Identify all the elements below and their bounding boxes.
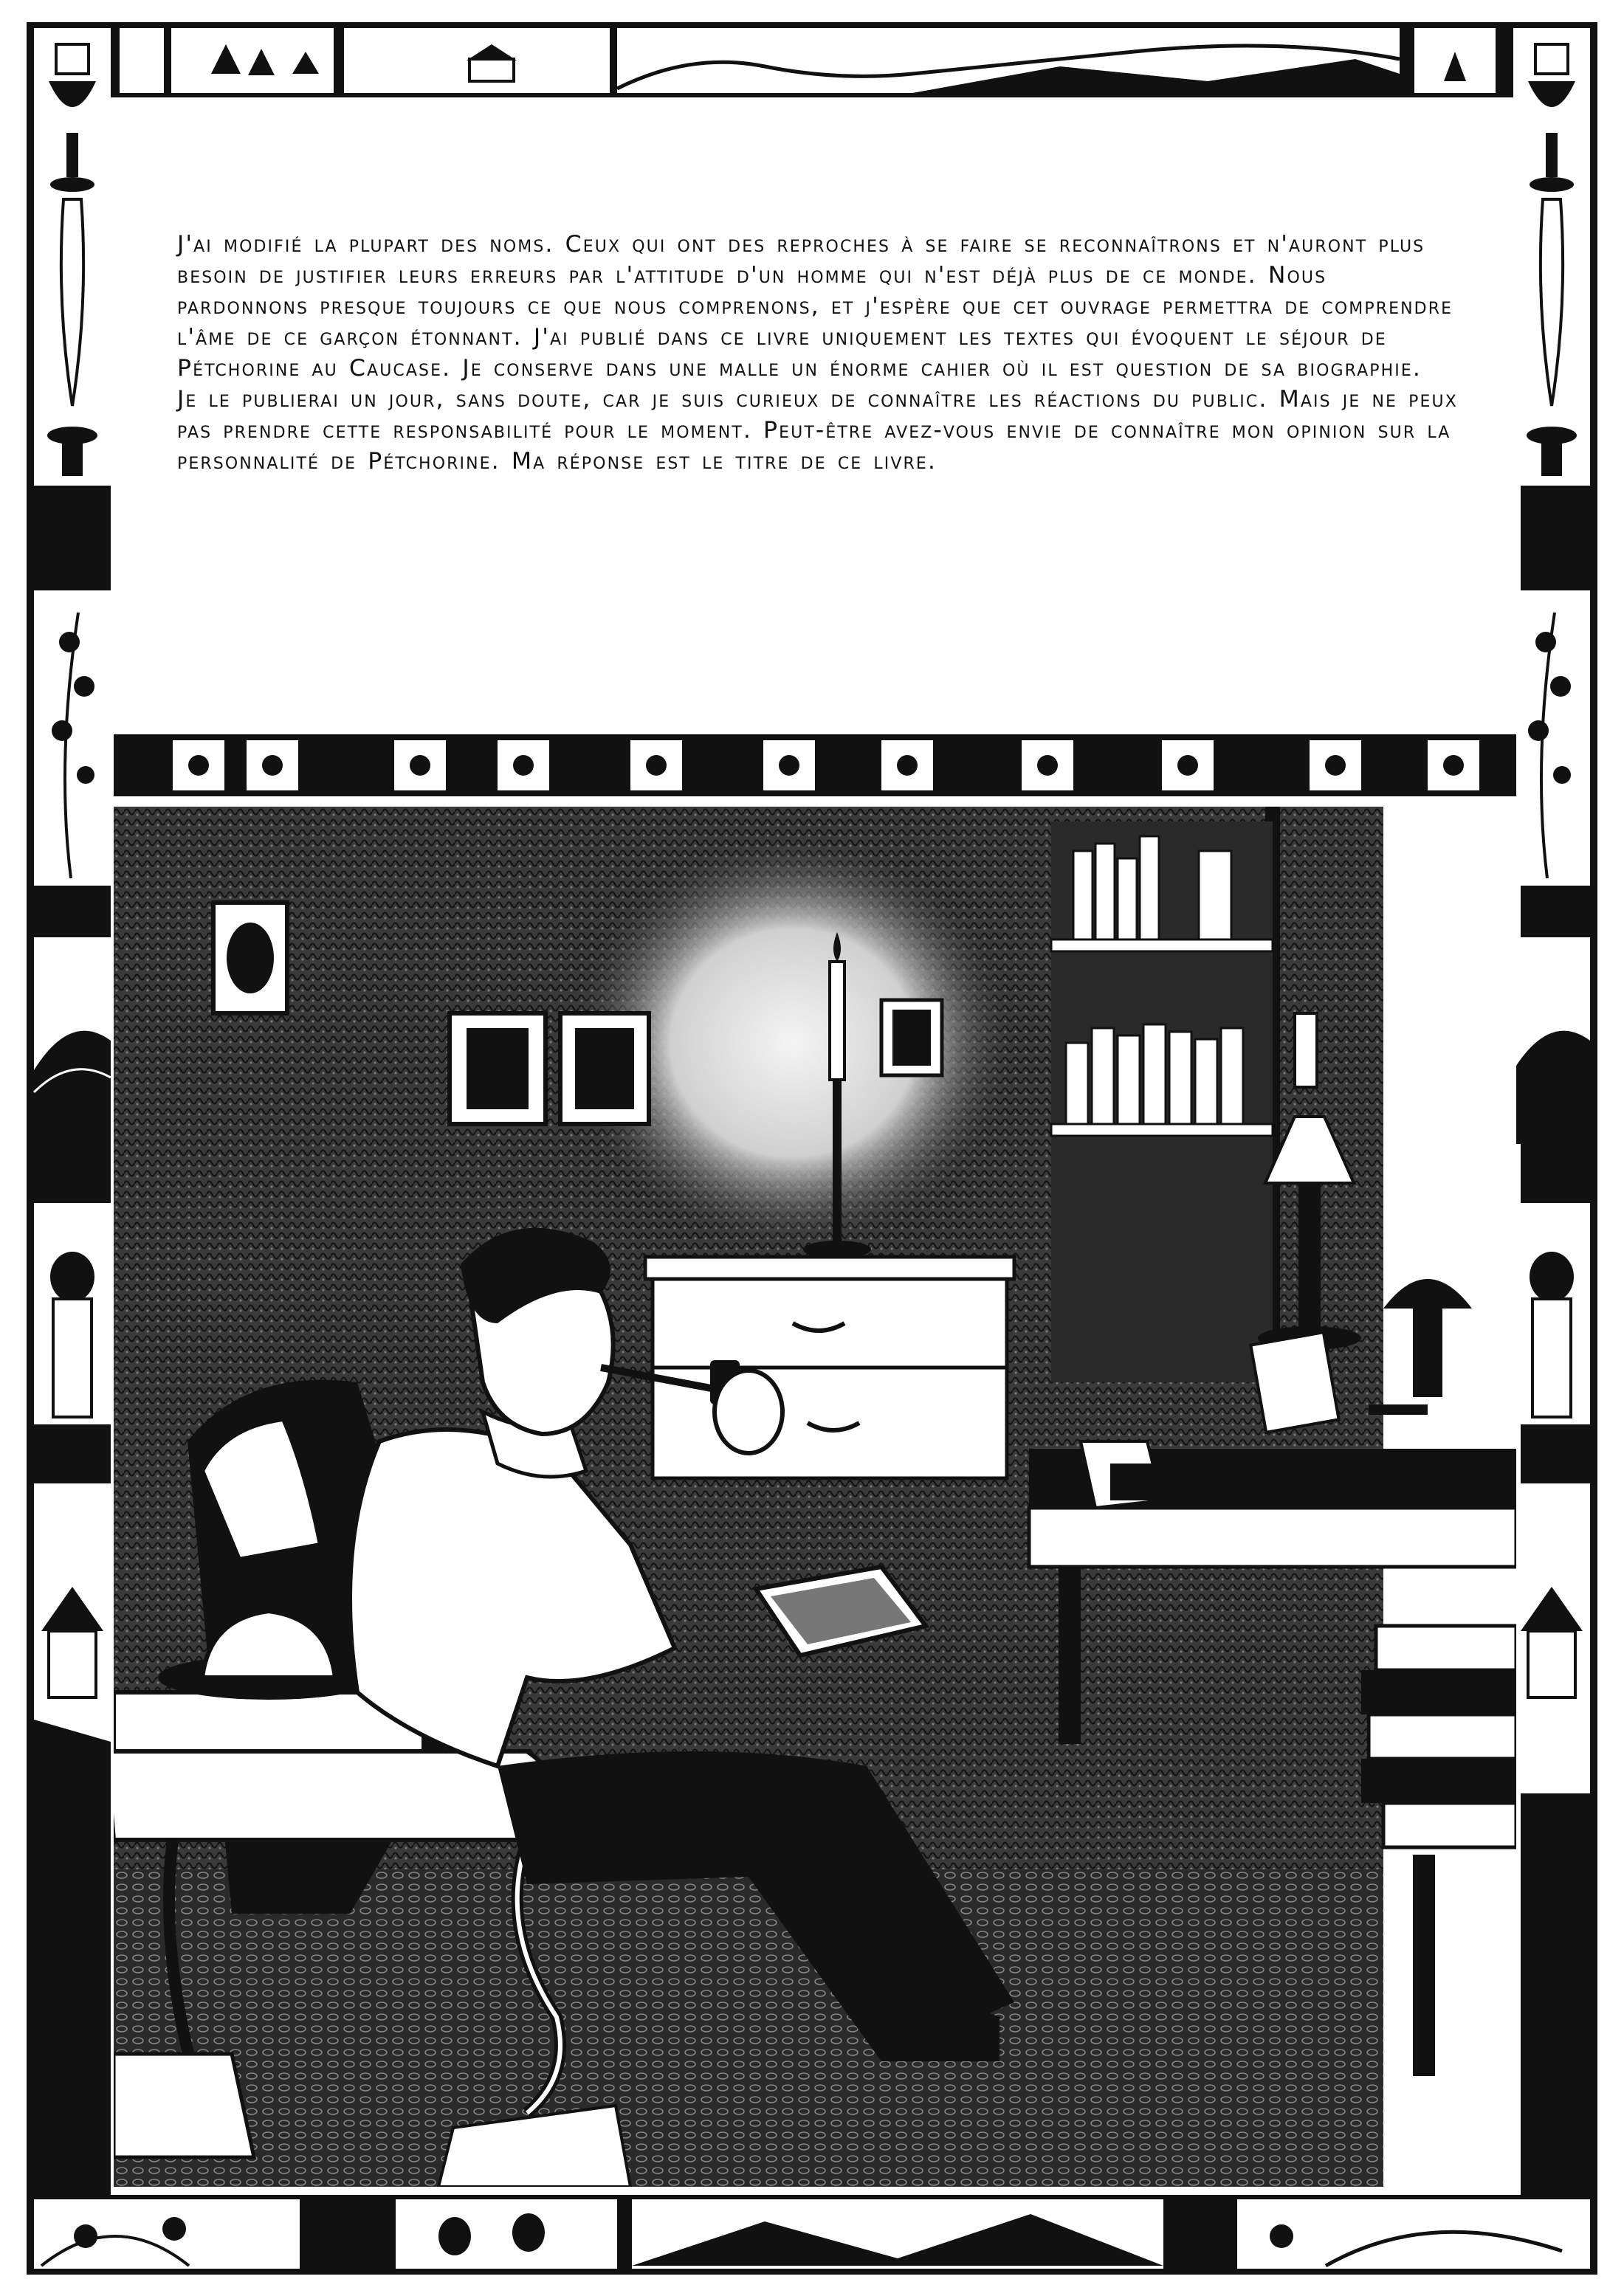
illustration-panel <box>114 807 1516 2187</box>
floor-book <box>114 2054 254 2157</box>
bookshelf <box>1051 821 1273 1382</box>
strawberry-icon <box>1270 2224 1293 2248</box>
chest-of-drawers <box>645 1257 1014 1478</box>
caption-box <box>114 103 1516 729</box>
caption-paragraph-1: J'ai modifié la plupart des noms. Ceux qui ont des reproches à se faire se reconnaîtrons et n'auront plus besoin de justifier leurs erreurs par l'attitude d'un homme qui n'est déjà plus de ce monde. Nous pardonnons presque toujours ce que nous comprenons, et j'espère que cet ouvrage permettra de comprendre l'âme de ce garçon étonnant. J'ai publié dans ce livre uniquement les textes qui évoquent le séjour de Pétchorine au Caucase. Je conserve dans une malle un énorme cahier où il est question de sa biographie. <box>177 231 1453 382</box>
bottom-decoration <box>34 2199 1590 2269</box>
flower-divider <box>114 734 1516 796</box>
top-landscape <box>27 22 1597 97</box>
candlestick-icon <box>34 28 111 486</box>
caption-paragraph-2: Je le publierai un jour, sans doute, car je suis curieux de connaître les réactions du public. Mais je ne peux pas prendre cette responsabilité pour le moment. Peut-être avez-vous envie de connaître mon opinion sur la personnalité de Pétchorine. Ma réponse est le titre de ce livre. <box>177 386 1458 475</box>
candlestick-icon <box>1513 28 1590 486</box>
floor <box>114 1869 1383 2187</box>
caption-text <box>177 229 1462 477</box>
